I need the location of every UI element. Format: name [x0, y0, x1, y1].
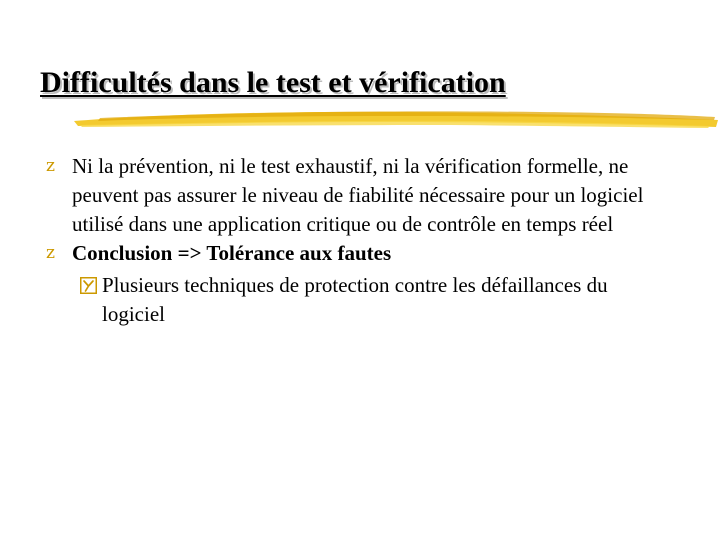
- bullet-text: Conclusion => Tolérance aux fautes: [72, 241, 392, 265]
- bullet-text: Ni la prévention, ni le test exhaustif, ni la vérification formelle, ne peuvent pas assurer le niveau de fiabilité nécessaire pour un logiciel utilisé dans une application critique ou de contrôle en temps réel: [72, 154, 644, 236]
- sub-bullet-item-techniques: [46, 271, 662, 329]
- bullet-item-limitations: [46, 152, 686, 239]
- sub-bullet-text: Plusieurs techniques de protection contre les défaillances du logiciel: [102, 273, 608, 326]
- z-bullet-icon: z: [46, 243, 55, 263]
- bullet-item-conclusion: [46, 239, 686, 268]
- slide-title: Difficultés dans le test et vérification: [40, 66, 506, 99]
- z-bullet-icon: z: [46, 156, 55, 176]
- title-underline-brush-stroke: [70, 104, 720, 134]
- bullet-list: [46, 152, 686, 329]
- checkbox-y-icon: [80, 277, 97, 294]
